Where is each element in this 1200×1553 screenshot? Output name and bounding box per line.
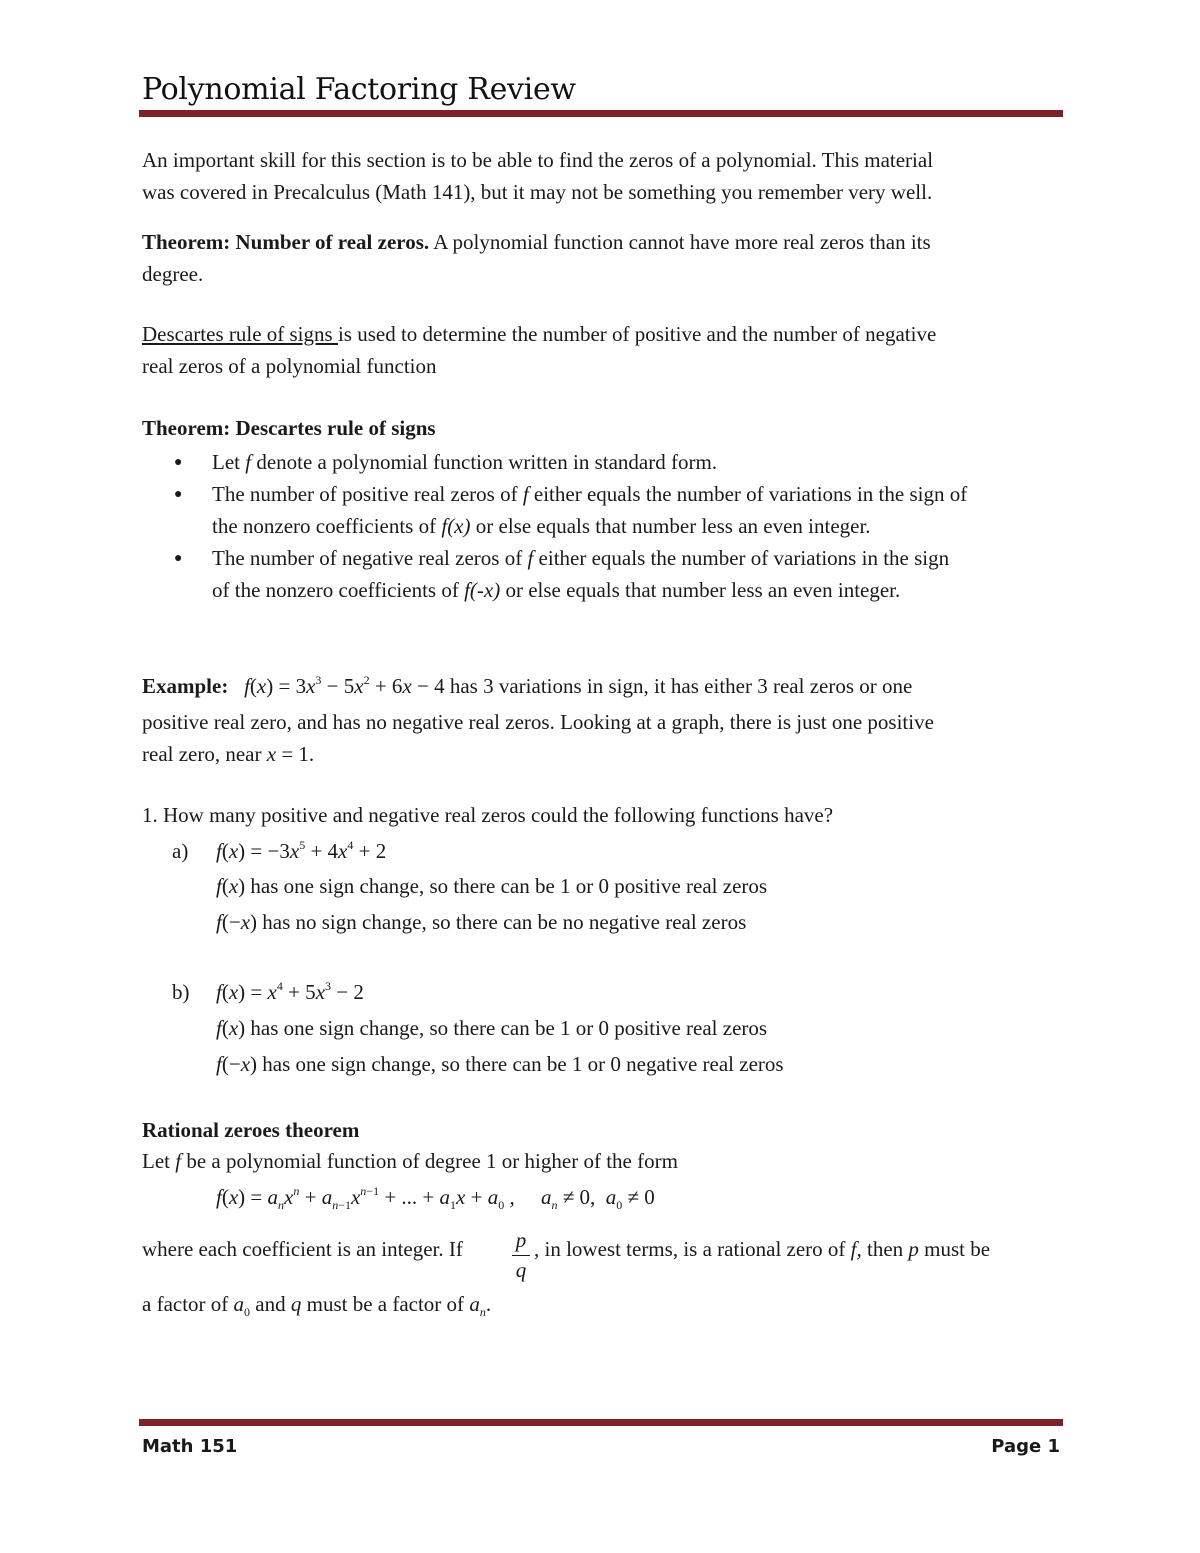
rational-where-post: must be bbox=[918, 1237, 991, 1261]
example-line3-pre: real zero, near bbox=[142, 742, 267, 766]
rational-where-p: p bbox=[908, 1237, 919, 1261]
example-label: Example: bbox=[142, 674, 229, 698]
part-b-fx-line bbox=[216, 1018, 767, 1039]
rational-polynomial-form: $f(x) = a_nx^n + a_{n-1}x^{n-1}$ + ... + $a_1x + a_0$ , $a_n \ne 0$, $a_0 \ne 0$ bbox=[216, 1184, 655, 1212]
fx-symbol: f(x) bbox=[216, 1016, 246, 1040]
rational-line-1 bbox=[142, 1151, 678, 1172]
bullet-dot: ● bbox=[174, 551, 183, 566]
rational-where-line-rest bbox=[534, 1239, 990, 1260]
rational-line1-post: be a polynomial function of degree 1 or higher of the form bbox=[181, 1149, 678, 1173]
bullet-3-post: either equals the number of variations in the sign bbox=[533, 546, 950, 570]
bullet-dot: ● bbox=[174, 455, 183, 470]
part-b-fx-text: has one sign change, so there can be 1 or 0 positive real zeros bbox=[250, 1016, 768, 1040]
fnx-symbol: f(−x) bbox=[216, 1052, 258, 1076]
bullet-3-fx: f(-x) bbox=[464, 578, 501, 602]
rational-last-mid2: must be a factor of bbox=[301, 1292, 470, 1316]
rational-heading: Rational zeroes theorem bbox=[142, 1118, 360, 1142]
part-b-fnx-line bbox=[216, 1054, 784, 1075]
page-title: Polynomial Factoring Review bbox=[142, 72, 576, 107]
bullet-1-pre: Let bbox=[212, 450, 246, 474]
bullet-2-line-2 bbox=[212, 516, 871, 537]
part-a-fx-text: has one sign change, so there can be 1 or 0 positive real zeros bbox=[250, 874, 768, 898]
bullet-2-line2-pre: the nonzero coefficients of bbox=[212, 514, 442, 538]
bullet-2-fx: f(x) bbox=[441, 514, 471, 538]
bullet-2-post: either equals the number of variations in the sign of bbox=[528, 482, 968, 506]
part-a-equation: $f(x) = -3x^5 + 4x^4 + 2$ bbox=[216, 838, 387, 863]
bullet-2-pre: The number of positive real zeros of bbox=[212, 482, 523, 506]
theorem-real-zeros-line-2: degree. bbox=[142, 262, 204, 286]
rational-where-mid: , in lowest terms, is a rational zero of bbox=[534, 1237, 851, 1261]
footer-rule bbox=[139, 1419, 1063, 1426]
example-line3-x: x bbox=[266, 742, 277, 766]
example-line3-post: = 1. bbox=[276, 742, 315, 766]
an-symbol: $a_n$ bbox=[469, 1292, 486, 1319]
bullet-2-line2-post: or else equals that number less an even integer. bbox=[470, 514, 871, 538]
bullet-3-pre: The number of negative real zeros of bbox=[212, 546, 528, 570]
footer-course: Math 151 bbox=[142, 1436, 238, 1457]
part-b-label: b) bbox=[172, 980, 190, 1004]
theorem-real-zeros-text: A polynomial function cannot have more real zeros than its bbox=[429, 230, 931, 254]
bullet-1-f: f bbox=[245, 450, 252, 474]
rational-line1-pre: Let bbox=[142, 1149, 176, 1173]
example-line-1 bbox=[142, 673, 913, 698]
rational-line1-f: f bbox=[175, 1149, 182, 1173]
example-after: has 3 variations in sign, it has either 3 real zeros or one bbox=[444, 674, 913, 698]
part-a-label: a) bbox=[172, 839, 189, 863]
theorem-real-zeros-label: Theorem: Number of real zeros. bbox=[142, 230, 430, 254]
rational-last-post: . bbox=[485, 1292, 492, 1316]
fnx-symbol: f(−x) bbox=[216, 910, 258, 934]
bullet-3-line-2 bbox=[212, 580, 900, 601]
rational-where-pre: where each coefficient is an integer. If bbox=[142, 1237, 463, 1261]
rational-fraction bbox=[512, 1228, 530, 1283]
bullet-1-post: denote a polynomial function written in standard form. bbox=[251, 450, 718, 474]
theorem-real-zeros bbox=[142, 232, 931, 253]
rational-last-q: q bbox=[290, 1292, 302, 1316]
footer-page-number: Page 1 bbox=[991, 1436, 1060, 1457]
example-line-3 bbox=[142, 744, 314, 765]
descartes-intro-text: is used to determine the number of positive and the number of negative bbox=[337, 322, 937, 346]
rational-where-line bbox=[142, 1239, 463, 1260]
bullet-3-f: f bbox=[527, 546, 534, 570]
part-a-fnx-text: has no sign change, so there can be no negative real zeros bbox=[262, 910, 747, 934]
bullet-dot: ● bbox=[174, 487, 183, 502]
bullet-1 bbox=[212, 452, 717, 473]
descartes-theorem-heading: Theorem: Descartes rule of signs bbox=[142, 416, 436, 440]
fx-symbol: f(x) bbox=[216, 874, 246, 898]
bullet-3-line2-post: or else equals that number less an even integer. bbox=[500, 578, 901, 602]
descartes-intro-line-2: real zeros of a polynomial function bbox=[142, 354, 437, 378]
example-line-2: positive real zero, and has no negative real zeros. Looking at a graph, there is just one positive bbox=[142, 710, 934, 734]
fraction-numerator: p bbox=[515, 1228, 527, 1252]
header-rule bbox=[139, 110, 1063, 117]
descartes-intro bbox=[142, 324, 936, 345]
bullet-3 bbox=[212, 548, 949, 569]
a0-symbol: $a_0$ bbox=[233, 1292, 251, 1319]
part-a-fx-line bbox=[216, 876, 767, 897]
part-b-equation: $f(x) = x^4 + 5x^3 - 2$ bbox=[216, 979, 364, 1004]
rational-where-f: f, bbox=[850, 1237, 862, 1261]
example-equation: $f(x) = 3x^3 - 5x^2 + 6x - 4$ bbox=[244, 673, 445, 698]
bullet-3-line2-pre: of the nonzero coefficients of bbox=[212, 578, 465, 602]
part-b-fnx-text: has one sign change, so there can be 1 or 0 negative real zeros bbox=[262, 1052, 784, 1076]
rational-last-pre: a factor of bbox=[142, 1292, 234, 1316]
rational-last-mid: and bbox=[250, 1292, 291, 1316]
bullet-2 bbox=[212, 484, 967, 505]
descartes-link-text: Descartes rule of signs bbox=[142, 322, 338, 346]
intro-line-1: An important skill for this section is to be able to find the zeros of a polynomial. This material bbox=[142, 148, 934, 172]
rational-where-then: then bbox=[861, 1237, 909, 1261]
question-1: 1. How many positive and negative real zeros could the following functions have? bbox=[142, 803, 834, 827]
part-a-fnx-line bbox=[216, 912, 746, 933]
fraction-bar bbox=[512, 1255, 530, 1256]
fraction-denominator: q bbox=[515, 1258, 527, 1282]
rational-last-line bbox=[142, 1292, 492, 1319]
bullet-2-f: f bbox=[522, 482, 529, 506]
intro-line-2: was covered in Precalculus (Math 141), but it may not be something you remember very well. bbox=[142, 180, 933, 204]
